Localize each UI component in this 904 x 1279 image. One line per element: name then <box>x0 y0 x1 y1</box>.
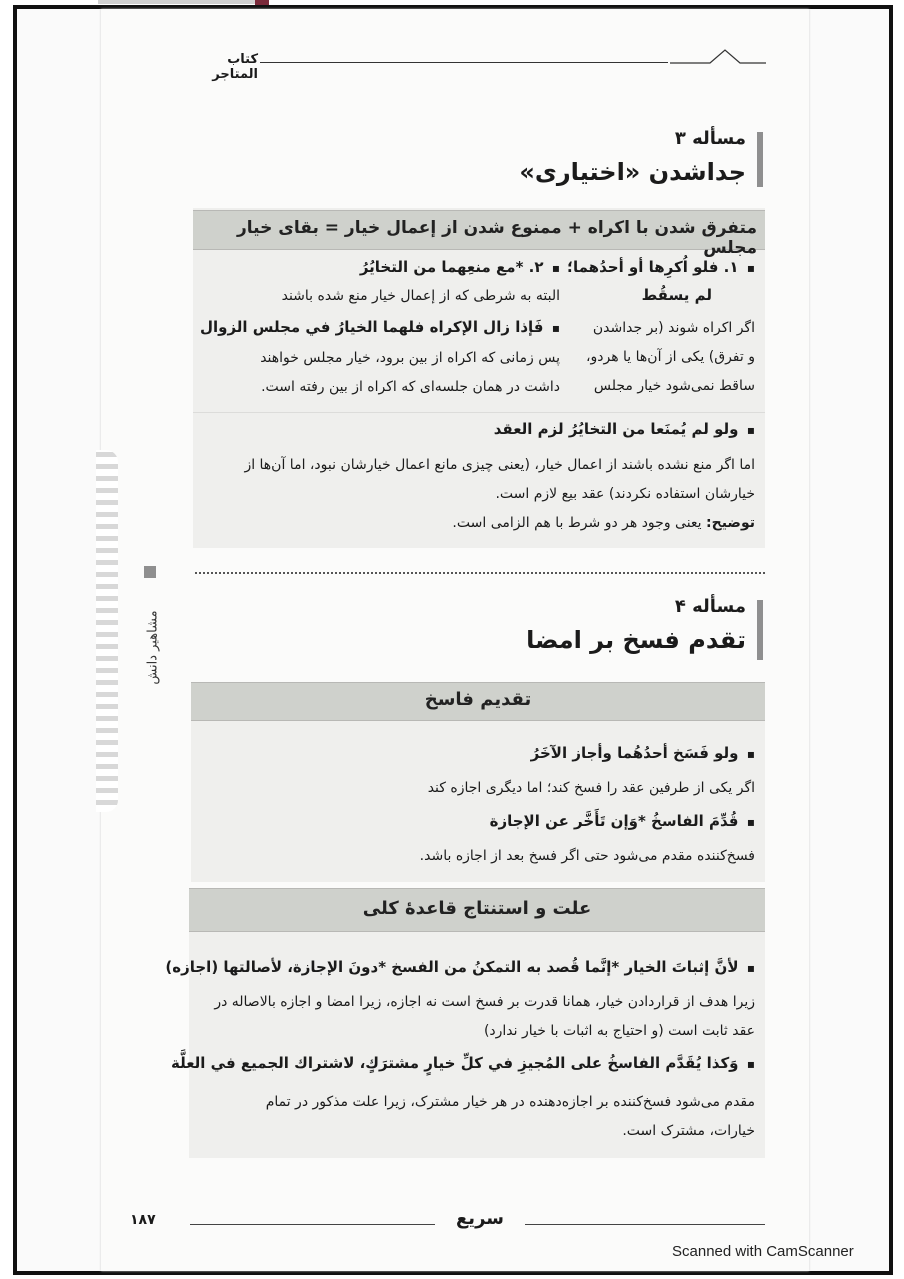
bullet-1-cont: لم يسقُط <box>641 286 712 304</box>
bullet-5: ▪ ولو فَسَخ أحدُهُما وأجاز الآخَرُ <box>300 744 755 762</box>
bullet-8-text: مقدم می‌شود فسخ‌کننده بر اجازه‌دهنده در هر خیار مشترک، زیرا علت مذکور در تمام خیارات، مشترک است. <box>265 1094 755 1139</box>
bullet-4: ▪ ولو لم يُمنَعا من التخايُرُ لزم العقد <box>300 420 755 438</box>
col-right-text: اگر اکراه شوند (بر جداشدن و تفرق) یکی از آن‌ها یا هردو، ساقط نمی‌شود خیار مجلس <box>585 320 755 394</box>
problem-title: تقدم فسخ بر امضا <box>526 626 746 654</box>
sidebar-square <box>144 566 156 578</box>
bullet-5-text: اگر یکی از طرفین عقد را فسخ کند؛ اما دیگری اجازه کند <box>427 780 755 796</box>
bullet-8: ▪ وَكذا يُقَدَّم الفاسخُ على المُجيزِ في كلِّ خيارٍ مشترَكٍ، لاشتراك الجميع في العلَّة <box>200 1054 755 1072</box>
section4-band-2 <box>189 888 765 932</box>
footer-rule-right <box>525 1224 765 1225</box>
dotted-separator <box>195 572 765 574</box>
bullet-1: ▪ ١. فلو اُكرِها أو أحدُهما؛ <box>580 258 755 276</box>
band-text: تقدیم فاسخ <box>424 689 532 710</box>
bullet-2-text: البته به شرطی که از إعمال خیار منع شده باشند <box>281 288 560 304</box>
top-edge-mark <box>98 0 268 4</box>
sidebar-label: مشاهیر دانش <box>145 610 161 685</box>
note-text: یعنی وجود هر دو شرط با هم الزامی است. <box>452 515 707 531</box>
running-header: کتاب المتاجر <box>212 52 258 82</box>
problem-title: جداشدن «اختیاری» <box>519 158 746 186</box>
section4-band-1 <box>191 682 765 721</box>
page-edge-tab <box>96 450 118 812</box>
bullet-7-text: زیرا هدف از قراردادن خیار، همانا قدرت بر فسخ است نه اجازه، زیرا امضا و اجازه بالاصاله در عقد ثابت است (و احتیاج به اثبات با خیار ندارد) <box>214 994 755 1039</box>
note-label: توضیح: <box>706 515 755 531</box>
heading-bar <box>757 600 763 660</box>
inner-divider <box>193 412 765 413</box>
scanner-watermark: Scanned with CamScanner <box>672 1243 854 1260</box>
bullet-3: ▪ فَإذا زال الإكراه فلهما الخيارُ في مجلس الزوال <box>200 318 560 336</box>
section3-band <box>193 210 765 258</box>
page-number: ۱۸۷ <box>130 1212 156 1228</box>
band-text: متفرق شدن با اکراه + ممنوع شدن از إعمال خیار = بقای خیار مجلس <box>236 218 757 258</box>
problem-number: مسأله ۴ <box>674 596 746 617</box>
band-text: علت و استنتاج قاعدهٔ کلی <box>362 898 592 919</box>
bullet-7: ▪ لأنَّ إثباتَ الخيار *إنَّما قُصد به التمكنُ من الفسخ *دونَ الإجازة، لأصالتها (اجازه) <box>200 958 755 976</box>
bullet-6: ▪ قُدِّمَ الفاسخُ *وَإن تَأَخَّر عن الإجازة <box>300 812 755 830</box>
footer-rule-left <box>190 1224 435 1225</box>
problem-number: مسأله ۳ <box>674 128 746 149</box>
bullet-3-text: پس زمانی که اکراه از بین برود، خیار مجلس خواهند داشت در همان جلسه‌ای که اکراه از بین رفته است. <box>260 350 560 395</box>
header-peak-ornament <box>670 46 770 68</box>
header-rule <box>260 62 668 63</box>
top-bookmark <box>255 0 269 5</box>
bullet-4-text: اما اگر منع نشده باشند از اعمال خیار، (یعنی چیزی مانع اعمال خیارشان نبود، اما آن‌ها از خیارشان استفاده نکردند) عقد بیع لازم است. توضیح: یعنی وجود هر دو شرط با هم الزامی است. <box>244 457 755 531</box>
heading-bar <box>757 132 763 187</box>
brand-logo: سریع <box>456 1208 504 1229</box>
bullet-6-text: فسخ‌کننده مقدم می‌شود حتی اگر فسخ بعد از اجازه باشد. <box>419 848 755 864</box>
bullet-2: ▪ ٢. *مع منعِهما من التخايُرُ <box>300 258 560 276</box>
